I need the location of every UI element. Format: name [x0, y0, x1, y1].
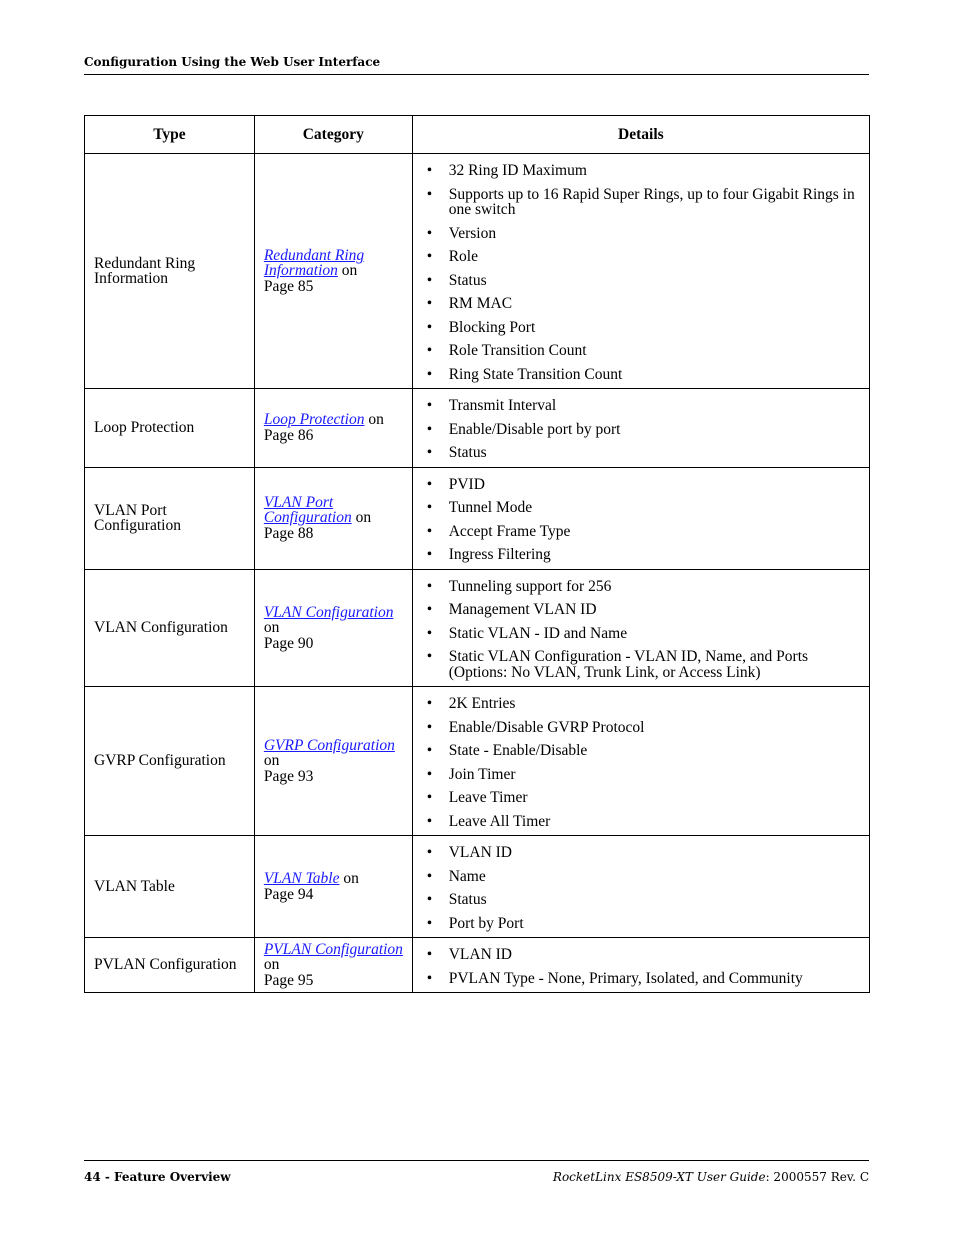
- list-item: • 2K Entries: [449, 696, 861, 712]
- type-cell: VLAN Port Configuration: [85, 467, 255, 569]
- list-item: • Enable/Disable port by port: [449, 422, 861, 438]
- column-header-details: Details: [412, 116, 869, 154]
- footer-revision: : 2000557 Rev. C: [765, 1170, 869, 1184]
- footer-page-label: 44 - Feature Overview: [84, 1170, 231, 1184]
- details-cell: [412, 836, 869, 938]
- type-cell: VLAN Configuration: [85, 569, 255, 687]
- list-item: • Enable/Disable GVRP Protocol: [449, 720, 861, 736]
- details-cell: [412, 569, 869, 687]
- list-item: • RM MAC: [449, 296, 861, 312]
- table-row: [85, 154, 870, 389]
- category-link[interactable]: VLAN Port Configuration: [263, 493, 352, 527]
- details-list: [449, 579, 861, 681]
- table-row: [85, 938, 870, 993]
- footer-guide-title: RocketLinx ES8509-XT User Guide: [552, 1170, 766, 1184]
- list-item: • Blocking Port: [449, 320, 861, 336]
- category-suffix: on: [351, 509, 372, 527]
- list-item: • Status: [449, 445, 861, 461]
- list-item: • PVLAN Type - None, Primary, Isolated, and Community: [449, 971, 861, 987]
- table-header-row: [85, 116, 870, 154]
- list-item: • Role Transition Count: [449, 343, 861, 359]
- details-cell: [412, 389, 869, 468]
- table-row: [85, 389, 870, 468]
- list-item: • Ring State Transition Count: [449, 367, 861, 383]
- list-item: • Leave All Timer: [449, 814, 861, 830]
- category-page: Page 93: [263, 767, 314, 785]
- details-list: [449, 696, 861, 829]
- list-item: • Transmit Interval: [449, 398, 861, 414]
- column-header-category: Category: [254, 116, 412, 154]
- category-page: Page 94: [263, 885, 314, 903]
- category-suffix: on: [364, 411, 384, 429]
- list-item: • Role: [449, 249, 861, 265]
- list-item: • State - Enable/Disable: [449, 743, 861, 759]
- category-link[interactable]: Loop Protection: [263, 411, 365, 429]
- category-suffix: on: [263, 619, 280, 636]
- list-item: • Name: [449, 869, 861, 885]
- list-item: • VLAN ID: [449, 845, 861, 861]
- list-item: • Supports up to 16 Rapid Super Rings, up to four Gigabit Rings in one switch: [449, 187, 861, 218]
- details-cell: [412, 938, 869, 993]
- list-item: • Tunneling support for 256: [449, 579, 861, 595]
- type-cell: VLAN Table: [85, 836, 255, 938]
- list-item: • Static VLAN Configuration - VLAN ID, Name, and Ports (Options: No VLAN, Trunk Link, or Access Link): [449, 649, 861, 680]
- category-page: Page 86: [263, 426, 314, 444]
- table-row: [85, 467, 870, 569]
- details-list: [449, 477, 861, 563]
- category-page: Page 95: [263, 971, 314, 989]
- page-header: [84, 55, 869, 75]
- list-item: • Port by Port: [449, 916, 861, 932]
- category-page: Page 88: [263, 524, 314, 542]
- details-cell: [412, 467, 869, 569]
- type-cell: GVRP Configuration: [85, 687, 255, 836]
- list-item: • VLAN ID: [449, 947, 861, 963]
- details-cell: [412, 154, 869, 389]
- list-item: • Tunnel Mode: [449, 500, 861, 516]
- category-cell: [254, 569, 412, 687]
- list-item: • Management VLAN ID: [449, 602, 861, 618]
- table-row: [85, 836, 870, 938]
- category-suffix: on: [263, 752, 280, 770]
- details-list: [449, 163, 861, 382]
- list-item: • Join Timer: [449, 767, 861, 783]
- category-page: Page 90: [263, 634, 314, 652]
- type-cell: PVLAN Configuration: [85, 938, 255, 993]
- category-link[interactable]: VLAN Configuration: [263, 603, 394, 621]
- header-title: Configuration Using the Web User Interface: [84, 55, 381, 69]
- list-item: • Status: [449, 273, 861, 289]
- list-item: • Version: [449, 226, 861, 242]
- category-cell: [254, 389, 412, 468]
- table-row: [85, 569, 870, 687]
- category-suffix: on: [263, 956, 280, 974]
- category-cell: [254, 938, 412, 993]
- list-item: • Accept Frame Type: [449, 524, 861, 540]
- details-cell: [412, 687, 869, 836]
- table-row: [85, 687, 870, 836]
- details-list: [449, 845, 861, 931]
- list-item: • PVID: [449, 477, 861, 493]
- list-item: • 32 Ring ID Maximum: [449, 163, 861, 179]
- type-cell: Redundant Ring Information: [85, 154, 255, 389]
- type-cell: Loop Protection: [85, 389, 255, 468]
- category-link[interactable]: VLAN Table: [263, 870, 340, 887]
- details-list: [449, 398, 861, 461]
- list-item: • Leave Timer: [449, 790, 861, 806]
- details-list: [449, 947, 861, 986]
- column-header-type: Type: [85, 116, 255, 154]
- category-cell: [254, 154, 412, 389]
- category-cell: [254, 467, 412, 569]
- list-item: • Static VLAN - ID and Name: [449, 626, 861, 642]
- category-cell: [254, 836, 412, 938]
- category-link[interactable]: Redundant Ring Information: [263, 246, 365, 280]
- list-item: • Status: [449, 892, 861, 908]
- footer-doc-info: [553, 1170, 869, 1184]
- footer-rule: [84, 1160, 869, 1161]
- category-suffix: on: [339, 870, 359, 887]
- category-page: Page 85: [263, 277, 314, 295]
- category-link[interactable]: GVRP Configuration: [263, 736, 395, 754]
- category-cell: [254, 687, 412, 836]
- category-link[interactable]: PVLAN Configuration: [263, 940, 403, 958]
- list-item: • Ingress Filtering: [449, 547, 861, 563]
- category-suffix: on: [337, 262, 358, 280]
- feature-table: [84, 115, 870, 993]
